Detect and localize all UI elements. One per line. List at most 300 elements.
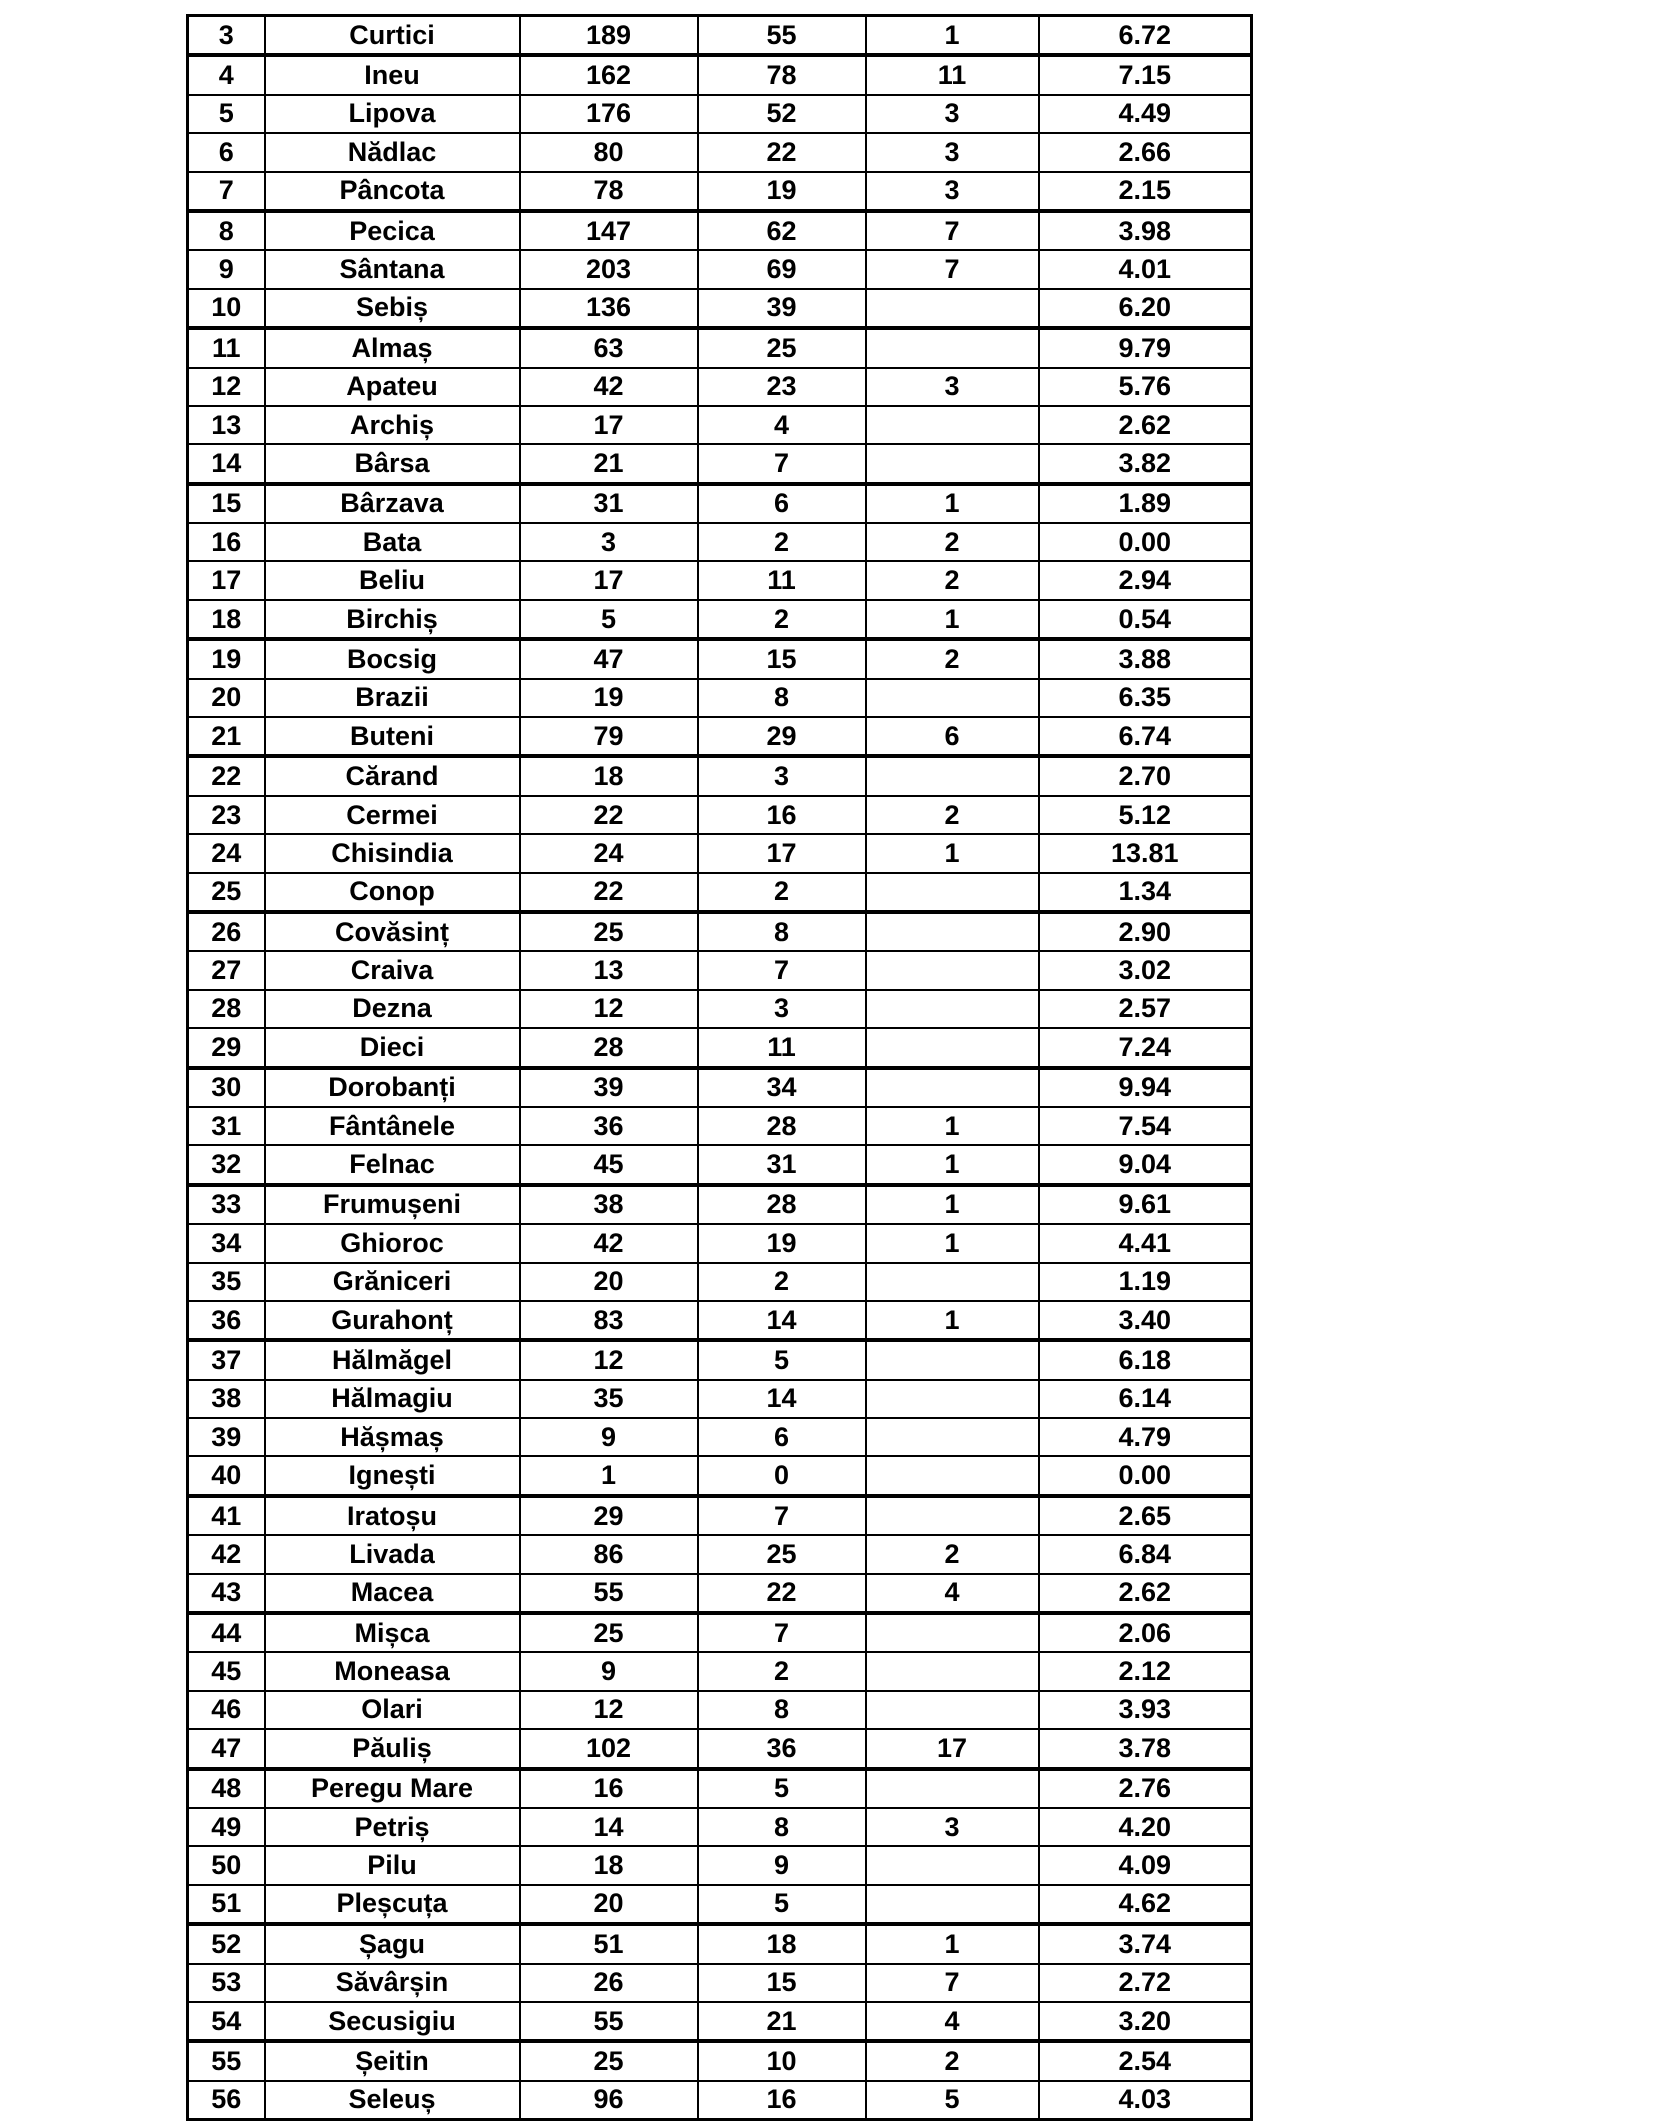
row-number-cell: 32 xyxy=(188,1145,265,1184)
table-row xyxy=(188,600,1252,639)
row-number-cell: 5 xyxy=(188,95,265,133)
value1-cell: 5 xyxy=(520,600,698,639)
value2-cell: 7 xyxy=(698,1496,866,1535)
value3-cell: 1 xyxy=(866,1107,1039,1145)
locality-cell: Ignești xyxy=(265,1456,520,1495)
value3-cell: 7 xyxy=(866,211,1039,250)
value1-cell: 25 xyxy=(520,2041,698,2080)
value1-cell: 38 xyxy=(520,1185,698,1224)
rate-cell: 13.81 xyxy=(1039,834,1252,872)
locality-cell: Seleuș xyxy=(265,2081,520,2120)
value2-cell: 17 xyxy=(698,834,866,872)
value2-cell: 6 xyxy=(698,484,866,523)
locality-cell: Hălmagiu xyxy=(265,1380,520,1418)
value1-cell: 9 xyxy=(520,1418,698,1456)
row-number-cell: 37 xyxy=(188,1340,265,1379)
value3-cell xyxy=(866,1846,1039,1884)
table-row xyxy=(188,834,1252,872)
table-row xyxy=(188,951,1252,989)
table-row xyxy=(188,368,1252,406)
locality-cell: Fântânele xyxy=(265,1107,520,1145)
row-number-cell: 29 xyxy=(188,1028,265,1067)
rate-cell: 2.72 xyxy=(1039,1964,1252,2002)
locality-cell: Ineu xyxy=(265,55,520,94)
value1-cell: 203 xyxy=(520,250,698,288)
rate-cell: 2.57 xyxy=(1039,990,1252,1028)
value3-cell xyxy=(866,1263,1039,1301)
locality-cell: Archiș xyxy=(265,406,520,444)
value2-cell: 25 xyxy=(698,1535,866,1573)
row-number-cell: 9 xyxy=(188,250,265,288)
value3-cell xyxy=(866,289,1039,328)
value1-cell: 18 xyxy=(520,1846,698,1884)
rate-cell: 4.01 xyxy=(1039,250,1252,288)
value3-cell xyxy=(866,1456,1039,1495)
value3-cell: 1 xyxy=(866,484,1039,523)
value3-cell xyxy=(866,1340,1039,1379)
value2-cell: 2 xyxy=(698,600,866,639)
table-row xyxy=(188,328,1252,367)
value1-cell: 16 xyxy=(520,1769,698,1808)
locality-cell: Păuliș xyxy=(265,1729,520,1768)
table-row xyxy=(188,2002,1252,2041)
value3-cell: 3 xyxy=(866,1808,1039,1846)
value2-cell: 78 xyxy=(698,55,866,94)
row-number-cell: 54 xyxy=(188,2002,265,2041)
value2-cell: 14 xyxy=(698,1301,866,1340)
locality-cell: Sebiș xyxy=(265,289,520,328)
row-number-cell: 21 xyxy=(188,717,265,756)
rate-cell: 2.62 xyxy=(1039,406,1252,444)
row-number-cell: 50 xyxy=(188,1846,265,1884)
value2-cell: 2 xyxy=(698,873,866,912)
value3-cell xyxy=(866,756,1039,795)
rate-cell: 6.14 xyxy=(1039,1380,1252,1418)
value1-cell: 189 xyxy=(520,16,698,56)
value3-cell xyxy=(866,990,1039,1028)
rate-cell: 3.02 xyxy=(1039,951,1252,989)
value2-cell: 22 xyxy=(698,133,866,171)
locality-stats-table xyxy=(186,14,1253,2121)
value2-cell: 31 xyxy=(698,1145,866,1184)
table-row xyxy=(188,912,1252,951)
rate-cell: 2.12 xyxy=(1039,1652,1252,1690)
value2-cell: 2 xyxy=(698,1263,866,1301)
rate-cell: 6.35 xyxy=(1039,679,1252,717)
value1-cell: 51 xyxy=(520,1924,698,1963)
rate-cell: 6.74 xyxy=(1039,717,1252,756)
row-number-cell: 44 xyxy=(188,1613,265,1652)
row-number-cell: 49 xyxy=(188,1808,265,1846)
table-row xyxy=(188,1185,1252,1224)
locality-cell: Conop xyxy=(265,873,520,912)
value2-cell: 25 xyxy=(698,328,866,367)
value1-cell: 3 xyxy=(520,523,698,561)
value2-cell: 8 xyxy=(698,1691,866,1729)
locality-cell: Dorobanți xyxy=(265,1068,520,1107)
rate-cell: 9.04 xyxy=(1039,1145,1252,1184)
locality-cell: Livada xyxy=(265,1535,520,1573)
row-number-cell: 43 xyxy=(188,1574,265,1613)
value2-cell: 15 xyxy=(698,639,866,678)
value1-cell: 14 xyxy=(520,1808,698,1846)
rate-cell: 2.62 xyxy=(1039,1574,1252,1613)
value1-cell: 18 xyxy=(520,756,698,795)
locality-cell: Șeitin xyxy=(265,2041,520,2080)
value2-cell: 3 xyxy=(698,756,866,795)
value3-cell xyxy=(866,1885,1039,1924)
rate-cell: 2.54 xyxy=(1039,2041,1252,2080)
rate-cell: 0.54 xyxy=(1039,600,1252,639)
value2-cell: 16 xyxy=(698,2081,866,2120)
locality-cell: Cărand xyxy=(265,756,520,795)
value3-cell: 1 xyxy=(866,1185,1039,1224)
locality-cell: Lipova xyxy=(265,95,520,133)
value3-cell xyxy=(866,679,1039,717)
rate-cell: 2.65 xyxy=(1039,1496,1252,1535)
table-row xyxy=(188,1729,1252,1768)
value3-cell: 3 xyxy=(866,172,1039,211)
table-row xyxy=(188,1068,1252,1107)
rate-cell: 4.09 xyxy=(1039,1846,1252,1884)
rate-cell: 9.94 xyxy=(1039,1068,1252,1107)
row-number-cell: 51 xyxy=(188,1885,265,1924)
rate-cell: 6.84 xyxy=(1039,1535,1252,1573)
value3-cell xyxy=(866,1691,1039,1729)
rate-cell: 2.76 xyxy=(1039,1769,1252,1808)
value2-cell: 7 xyxy=(698,444,866,483)
locality-cell: Ghioroc xyxy=(265,1224,520,1262)
value1-cell: 20 xyxy=(520,1885,698,1924)
value3-cell xyxy=(866,1068,1039,1107)
rate-cell: 6.18 xyxy=(1039,1340,1252,1379)
value3-cell: 2 xyxy=(866,523,1039,561)
table-row xyxy=(188,717,1252,756)
value1-cell: 26 xyxy=(520,1964,698,2002)
table-row xyxy=(188,1574,1252,1613)
value1-cell: 35 xyxy=(520,1380,698,1418)
value3-cell xyxy=(866,444,1039,483)
table-row xyxy=(188,561,1252,599)
row-number-cell: 40 xyxy=(188,1456,265,1495)
value2-cell: 5 xyxy=(698,1769,866,1808)
rate-cell: 2.15 xyxy=(1039,172,1252,211)
rate-cell: 1.89 xyxy=(1039,484,1252,523)
row-number-cell: 25 xyxy=(188,873,265,912)
locality-cell: Șagu xyxy=(265,1924,520,1963)
value1-cell: 162 xyxy=(520,55,698,94)
locality-cell: Olari xyxy=(265,1691,520,1729)
locality-cell: Mișca xyxy=(265,1613,520,1652)
value3-cell xyxy=(866,1028,1039,1067)
rate-cell: 3.20 xyxy=(1039,2002,1252,2041)
value1-cell: 176 xyxy=(520,95,698,133)
value2-cell: 4 xyxy=(698,406,866,444)
locality-cell: Iratoșu xyxy=(265,1496,520,1535)
locality-cell: Craiva xyxy=(265,951,520,989)
rate-cell: 5.12 xyxy=(1039,796,1252,834)
locality-cell: Cermei xyxy=(265,796,520,834)
row-number-cell: 3 xyxy=(188,16,265,56)
value2-cell: 52 xyxy=(698,95,866,133)
row-number-cell: 31 xyxy=(188,1107,265,1145)
value3-cell: 17 xyxy=(866,1729,1039,1768)
row-number-cell: 24 xyxy=(188,834,265,872)
value1-cell: 79 xyxy=(520,717,698,756)
value1-cell: 45 xyxy=(520,1145,698,1184)
table-row xyxy=(188,1301,1252,1340)
table-row xyxy=(188,1924,1252,1963)
value3-cell: 2 xyxy=(866,639,1039,678)
table-row xyxy=(188,1691,1252,1729)
table-row xyxy=(188,1652,1252,1690)
rate-cell: 6.72 xyxy=(1039,16,1252,56)
table-row xyxy=(188,2081,1252,2120)
value2-cell: 16 xyxy=(698,796,866,834)
value3-cell xyxy=(866,1380,1039,1418)
locality-cell: Macea xyxy=(265,1574,520,1613)
rate-cell: 6.20 xyxy=(1039,289,1252,328)
row-number-cell: 20 xyxy=(188,679,265,717)
row-number-cell: 13 xyxy=(188,406,265,444)
value1-cell: 20 xyxy=(520,1263,698,1301)
locality-cell: Frumușeni xyxy=(265,1185,520,1224)
value3-cell xyxy=(866,406,1039,444)
value1-cell: 13 xyxy=(520,951,698,989)
value3-cell: 1 xyxy=(866,600,1039,639)
rate-cell: 7.54 xyxy=(1039,1107,1252,1145)
rate-cell: 0.00 xyxy=(1039,523,1252,561)
rate-cell: 1.19 xyxy=(1039,1263,1252,1301)
table-row xyxy=(188,1456,1252,1495)
rate-cell: 1.34 xyxy=(1039,873,1252,912)
locality-cell: Bata xyxy=(265,523,520,561)
row-number-cell: 7 xyxy=(188,172,265,211)
value3-cell: 2 xyxy=(866,1535,1039,1573)
value2-cell: 69 xyxy=(698,250,866,288)
value2-cell: 19 xyxy=(698,172,866,211)
locality-cell: Hășmaș xyxy=(265,1418,520,1456)
table-row xyxy=(188,1028,1252,1067)
value3-cell: 1 xyxy=(866,1145,1039,1184)
value1-cell: 80 xyxy=(520,133,698,171)
table-row xyxy=(188,1769,1252,1808)
value3-cell xyxy=(866,1769,1039,1808)
rate-cell: 9.79 xyxy=(1039,328,1252,367)
locality-cell: Apateu xyxy=(265,368,520,406)
locality-cell: Buteni xyxy=(265,717,520,756)
value3-cell: 2 xyxy=(866,796,1039,834)
value3-cell: 4 xyxy=(866,1574,1039,1613)
rate-cell: 2.06 xyxy=(1039,1613,1252,1652)
value3-cell xyxy=(866,1613,1039,1652)
rate-cell: 4.20 xyxy=(1039,1808,1252,1846)
table-row xyxy=(188,523,1252,561)
value2-cell: 7 xyxy=(698,1613,866,1652)
value1-cell: 12 xyxy=(520,990,698,1028)
value1-cell: 29 xyxy=(520,1496,698,1535)
value1-cell: 31 xyxy=(520,484,698,523)
value1-cell: 21 xyxy=(520,444,698,483)
rate-cell: 3.98 xyxy=(1039,211,1252,250)
value3-cell: 3 xyxy=(866,95,1039,133)
value3-cell: 11 xyxy=(866,55,1039,94)
value1-cell: 55 xyxy=(520,1574,698,1613)
row-number-cell: 12 xyxy=(188,368,265,406)
value2-cell: 39 xyxy=(698,289,866,328)
table-row xyxy=(188,1613,1252,1652)
value1-cell: 12 xyxy=(520,1691,698,1729)
table-row xyxy=(188,484,1252,523)
table-row xyxy=(188,172,1252,211)
value1-cell: 78 xyxy=(520,172,698,211)
value3-cell: 2 xyxy=(866,2041,1039,2080)
value3-cell xyxy=(866,1496,1039,1535)
value1-cell: 96 xyxy=(520,2081,698,2120)
value1-cell: 39 xyxy=(520,1068,698,1107)
locality-cell: Brazii xyxy=(265,679,520,717)
locality-cell: Petriș xyxy=(265,1808,520,1846)
value2-cell: 8 xyxy=(698,1808,866,1846)
row-number-cell: 16 xyxy=(188,523,265,561)
row-number-cell: 47 xyxy=(188,1729,265,1768)
value3-cell xyxy=(866,328,1039,367)
value1-cell: 86 xyxy=(520,1535,698,1573)
table-row xyxy=(188,1808,1252,1846)
value2-cell: 19 xyxy=(698,1224,866,1262)
table-row xyxy=(188,796,1252,834)
value3-cell: 1 xyxy=(866,1224,1039,1262)
table-row xyxy=(188,16,1252,56)
value2-cell: 10 xyxy=(698,2041,866,2080)
rate-cell: 4.41 xyxy=(1039,1224,1252,1262)
rate-cell: 3.74 xyxy=(1039,1924,1252,1963)
locality-cell: Beliu xyxy=(265,561,520,599)
value2-cell: 62 xyxy=(698,211,866,250)
table-row xyxy=(188,1340,1252,1379)
row-number-cell: 19 xyxy=(188,639,265,678)
locality-cell: Bocsig xyxy=(265,639,520,678)
rate-cell: 2.94 xyxy=(1039,561,1252,599)
table-row xyxy=(188,679,1252,717)
locality-cell: Curtici xyxy=(265,16,520,56)
row-number-cell: 34 xyxy=(188,1224,265,1262)
value2-cell: 14 xyxy=(698,1380,866,1418)
value1-cell: 136 xyxy=(520,289,698,328)
table-row xyxy=(188,1224,1252,1262)
locality-cell: Birchiș xyxy=(265,600,520,639)
rate-cell: 3.82 xyxy=(1039,444,1252,483)
value3-cell: 5 xyxy=(866,2081,1039,2120)
row-number-cell: 11 xyxy=(188,328,265,367)
locality-cell: Pecica xyxy=(265,211,520,250)
rate-cell: 3.78 xyxy=(1039,1729,1252,1768)
table-row xyxy=(188,444,1252,483)
row-number-cell: 41 xyxy=(188,1496,265,1535)
table-row xyxy=(188,95,1252,133)
value1-cell: 25 xyxy=(520,912,698,951)
value3-cell: 6 xyxy=(866,717,1039,756)
rate-cell: 7.15 xyxy=(1039,55,1252,94)
locality-cell: Hălmăgel xyxy=(265,1340,520,1379)
value3-cell xyxy=(866,1418,1039,1456)
rate-cell: 3.88 xyxy=(1039,639,1252,678)
rate-cell: 4.62 xyxy=(1039,1885,1252,1924)
rate-cell: 5.76 xyxy=(1039,368,1252,406)
table-row xyxy=(188,406,1252,444)
row-number-cell: 4 xyxy=(188,55,265,94)
row-number-cell: 35 xyxy=(188,1263,265,1301)
table-row xyxy=(188,1107,1252,1145)
value3-cell: 7 xyxy=(866,1964,1039,2002)
table-row xyxy=(188,211,1252,250)
locality-cell: Nădlac xyxy=(265,133,520,171)
value1-cell: 19 xyxy=(520,679,698,717)
row-number-cell: 52 xyxy=(188,1924,265,1963)
locality-cell: Almaș xyxy=(265,328,520,367)
table-row xyxy=(188,2041,1252,2080)
value2-cell: 11 xyxy=(698,561,866,599)
value1-cell: 22 xyxy=(520,796,698,834)
locality-cell: Secusigiu xyxy=(265,2002,520,2041)
row-number-cell: 48 xyxy=(188,1769,265,1808)
table-row xyxy=(188,133,1252,171)
value1-cell: 55 xyxy=(520,2002,698,2041)
rate-cell: 2.90 xyxy=(1039,912,1252,951)
row-number-cell: 23 xyxy=(188,796,265,834)
value1-cell: 9 xyxy=(520,1652,698,1690)
locality-cell: Felnac xyxy=(265,1145,520,1184)
value3-cell: 1 xyxy=(866,16,1039,56)
value1-cell: 102 xyxy=(520,1729,698,1768)
row-number-cell: 56 xyxy=(188,2081,265,2120)
row-number-cell: 45 xyxy=(188,1652,265,1690)
value1-cell: 25 xyxy=(520,1613,698,1652)
value2-cell: 2 xyxy=(698,1652,866,1690)
value2-cell: 21 xyxy=(698,2002,866,2041)
value1-cell: 1 xyxy=(520,1456,698,1495)
row-number-cell: 39 xyxy=(188,1418,265,1456)
rate-cell: 4.49 xyxy=(1039,95,1252,133)
locality-cell: Pilu xyxy=(265,1846,520,1884)
value2-cell: 6 xyxy=(698,1418,866,1456)
value3-cell: 7 xyxy=(866,250,1039,288)
value2-cell: 34 xyxy=(698,1068,866,1107)
locality-cell: Săvârșin xyxy=(265,1964,520,2002)
table-row xyxy=(188,873,1252,912)
table-row xyxy=(188,250,1252,288)
locality-cell: Dezna xyxy=(265,990,520,1028)
row-number-cell: 15 xyxy=(188,484,265,523)
table-row xyxy=(188,1964,1252,2002)
row-number-cell: 38 xyxy=(188,1380,265,1418)
value3-cell xyxy=(866,912,1039,951)
row-number-cell: 28 xyxy=(188,990,265,1028)
value2-cell: 2 xyxy=(698,523,866,561)
rate-cell: 4.79 xyxy=(1039,1418,1252,1456)
row-number-cell: 36 xyxy=(188,1301,265,1340)
value2-cell: 8 xyxy=(698,679,866,717)
value3-cell xyxy=(866,873,1039,912)
locality-cell: Gurahonț xyxy=(265,1301,520,1340)
row-number-cell: 26 xyxy=(188,912,265,951)
table-row xyxy=(188,1418,1252,1456)
locality-cell: Pâncota xyxy=(265,172,520,211)
locality-cell: Pleșcuța xyxy=(265,1885,520,1924)
value3-cell: 1 xyxy=(866,834,1039,872)
value3-cell: 3 xyxy=(866,133,1039,171)
value3-cell: 4 xyxy=(866,2002,1039,2041)
